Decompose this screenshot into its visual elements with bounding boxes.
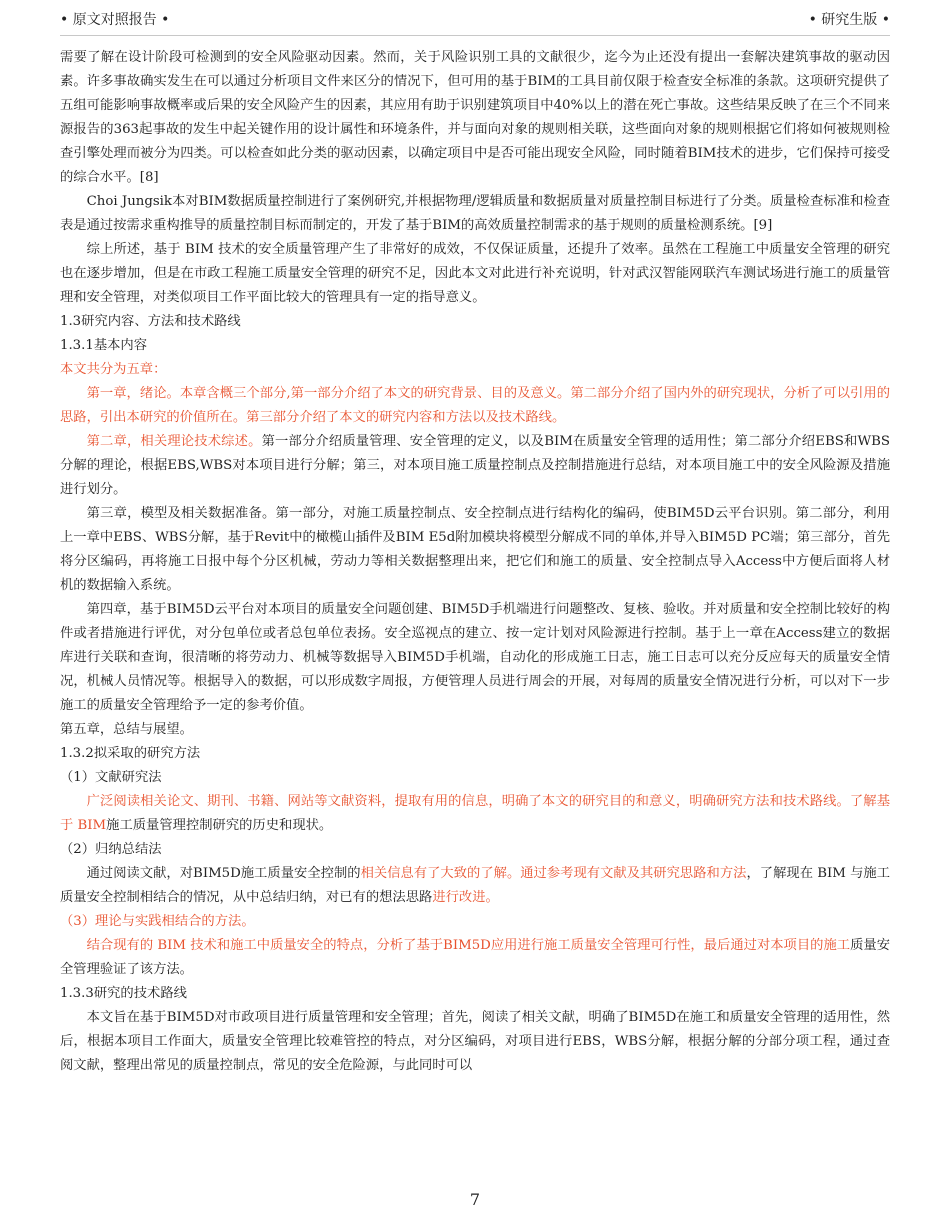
- page-number: 7: [469, 1190, 481, 1209]
- chapter-2-title: 第二章，相关理论技术综述。: [86, 434, 262, 449]
- chapter-2-body: 第一部分介绍质量管理、安全管理的定义，以及BIM在质量安全管理的适用性；第二部分介绍EBS和WBS分解的理论，根据EBS,WBS对本项目进行分解；第三，对本项目施工质量控制点及控制措施进行总结，对本项目施工中的安全风险源及措施进行划分。: [60, 434, 890, 497]
- method-3-title: （3）理论与实践相结合的方法。: [60, 914, 255, 929]
- section-heading-1-3-2: 1.3.2拟采取的研究方法: [60, 746, 201, 761]
- five-chapters-intro: 本文共分为五章：: [60, 362, 167, 377]
- paragraph-choi-jungsik: Choi Jungsik本对BIM数据质量控制进行了案例研究,并根据物理/逻辑质量和数据质量对质量控制目标进行了分类。质量检查标准和检查表是通过按需求重构推导的质量控制目标而制定的，开发了基于BIM的高效质量控制需求的基于规则的质量检测系统。[9]: [60, 194, 890, 233]
- method-1-body: [60, 790, 890, 838]
- method-3-body: [60, 934, 890, 982]
- chapter-2-description: [60, 430, 890, 502]
- header-left-label: • 原文对照报告 •: [60, 12, 170, 28]
- method-1-rest: 施工质量管理控制研究的历史和现状。: [106, 818, 333, 833]
- chapter-5-description: 第五章，总结与展望。: [60, 722, 193, 737]
- method-2-body: [60, 862, 890, 910]
- section-heading-1-3-3: 1.3.3研究的技术路线: [60, 986, 187, 1001]
- section-heading-1-3: 1.3研究内容、方法和技术路线: [60, 314, 241, 329]
- chapter-1-description: 第一章，绪论。本章含概三个部分,第一部分介绍了本文的研究背景、目的及意义。第二部分介绍了国内外的研究现状，分析了可以引用的思路，引出本研究的价值所在。第三部分介绍了本文的研究内容和方法以及技术路线。: [60, 386, 890, 425]
- document-body: [60, 46, 890, 1078]
- paragraph-summary: 综上所述，基于 BIM 技术的安全质量管理产生了非常好的成效，不仅保证质量，还提升了效率。虽然在工程施工中质量安全管理的研究也在逐步增加，但是在市政工程施工质量安全管理的研究不足，因此本文对此进行补充说明，针对武汉智能网联汽车测试场进行施工的质量管理和安全管理，对类似项目工作平面比较大的管理具有一定的指导意义。: [60, 242, 890, 305]
- method-3-highlight: 结合现有的 BIM 技术和施工中质量安全的特点，分析了基于BIM5D应用进行施工质量安全管理可行性，最后通过对本项目的施工: [86, 938, 851, 953]
- method-2-part-c: ，了解现在 BIM 与施工质量安全控制相结合的情况，从中总结归纳，对已有的想法思路: [60, 866, 891, 905]
- method-1-title: （1）文献研究法: [60, 770, 162, 785]
- section-heading-1-3-1: 1.3.1基本内容: [60, 338, 148, 353]
- page-header: [0, 0, 950, 36]
- method-2-part-a: 通过阅读文献，对BIM5D施工质量安全控制的: [86, 866, 361, 881]
- chapter-4-description: 第四章，基于BIM5D云平台对本项目的质量安全问题创建、BIM5D手机端进行问题整改、复核、验收。并对质量和安全控制比较好的构件或者措施进行评优，对分包单位或者总包单位表扬。安全巡视点的建立、按一定计划对风险源进行控制。基于上一章在Access建立的数据库进行关联和查询，很清晰的将劳动力、机械等数据导入BIM5D手机端，自动化的形成施工日志，施工日志可以充分反应每天的质量安全情况，机械人员情况等。根据导入的数据，可以形成数字周报，方便管理人员进行周会的开展，对每周的质量安全情况进行分析，可以对下一步施工的质量安全管理给予一定的参考价值。: [60, 602, 890, 713]
- method-3-rest: 质量安全管理验证了该方法。: [60, 938, 891, 977]
- header-divider: [60, 35, 890, 36]
- chapter-3-description: 第三章，模型及相关数据准备。第一部分，对施工质量控制点、安全控制点进行结构化的编码，使BIM5D云平台识别。第二部分，利用上一章中EBS、WBS分解，基于Revit中的橄榄山插件及BIM E5d附加模块将模型分解成不同的单体,并导入BIM5D PC端；第三部分，首先将分区编码，再将施工日报中每个分区机械，劳动力等相关数据整理出来，把它们和施工的质量、安全控制点导入Access中方便后面将人材机的数据输入系统。: [60, 506, 890, 593]
- method-2-highlight-2: 进行改进。: [432, 890, 499, 905]
- header-right-label: • 研究生版 •: [808, 12, 890, 28]
- paragraph-risk-drivers: 需要了解在设计阶段可检测到的安全风险驱动因素。然而，关于风险识别工具的文献很少，迄今为止还没有提出一套解决建筑事故的驱动因素。许多事故确实发生在可以通过分析项目文件来区分的情况下，但可用的基于BIM的工具目前仅限于检查安全标准的条款。这项研究提供了五组可能影响事故概率或后果的安全风险产生的因素，其应用有助于识别建筑项目中40%以上的潜在死亡事故。这些结果反映了在三个不同来源报告的363起事故的发生中起关键作用的设计属性和环境条件，并与面向对象的规则相关联，这些面向对象的规则根据它们将如何被规则检查引擎处理而被分为四类。可以检查如此分类的驱动因素，以确定项目中是否可能出现安全风险，同时随着BIM技术的进步，它们保持可接受的综合水平。[8]: [60, 50, 890, 185]
- method-1-highlight: 广泛阅读相关论文、期刊、书籍、网站等文献资料，提取有用的信息，明确了本文的研究目的和意义，明确研究方法和技术路线。了解基于 BIM: [60, 794, 890, 833]
- technical-route-paragraph: 本文旨在基于BIM5D对市政项目进行质量管理和安全管理；首先，阅读了相关文献，明确了BIM5D在施工和质量安全管理的适用性，然后，根据本项目工作面大，质量安全管理比较难管控的特点，对分区编码，对项目进行EBS，WBS分解，根据分解的分部分项工程，通过查阅文献，整理出常见的质量控制点，常见的安全危险源，与此同时可以: [60, 1010, 890, 1073]
- method-2-highlight-1: 相关信息有了大致的了解。通过参考现有文献及其研究思路和方法: [360, 866, 747, 881]
- method-2-title: （2）归纳总结法: [60, 842, 162, 857]
